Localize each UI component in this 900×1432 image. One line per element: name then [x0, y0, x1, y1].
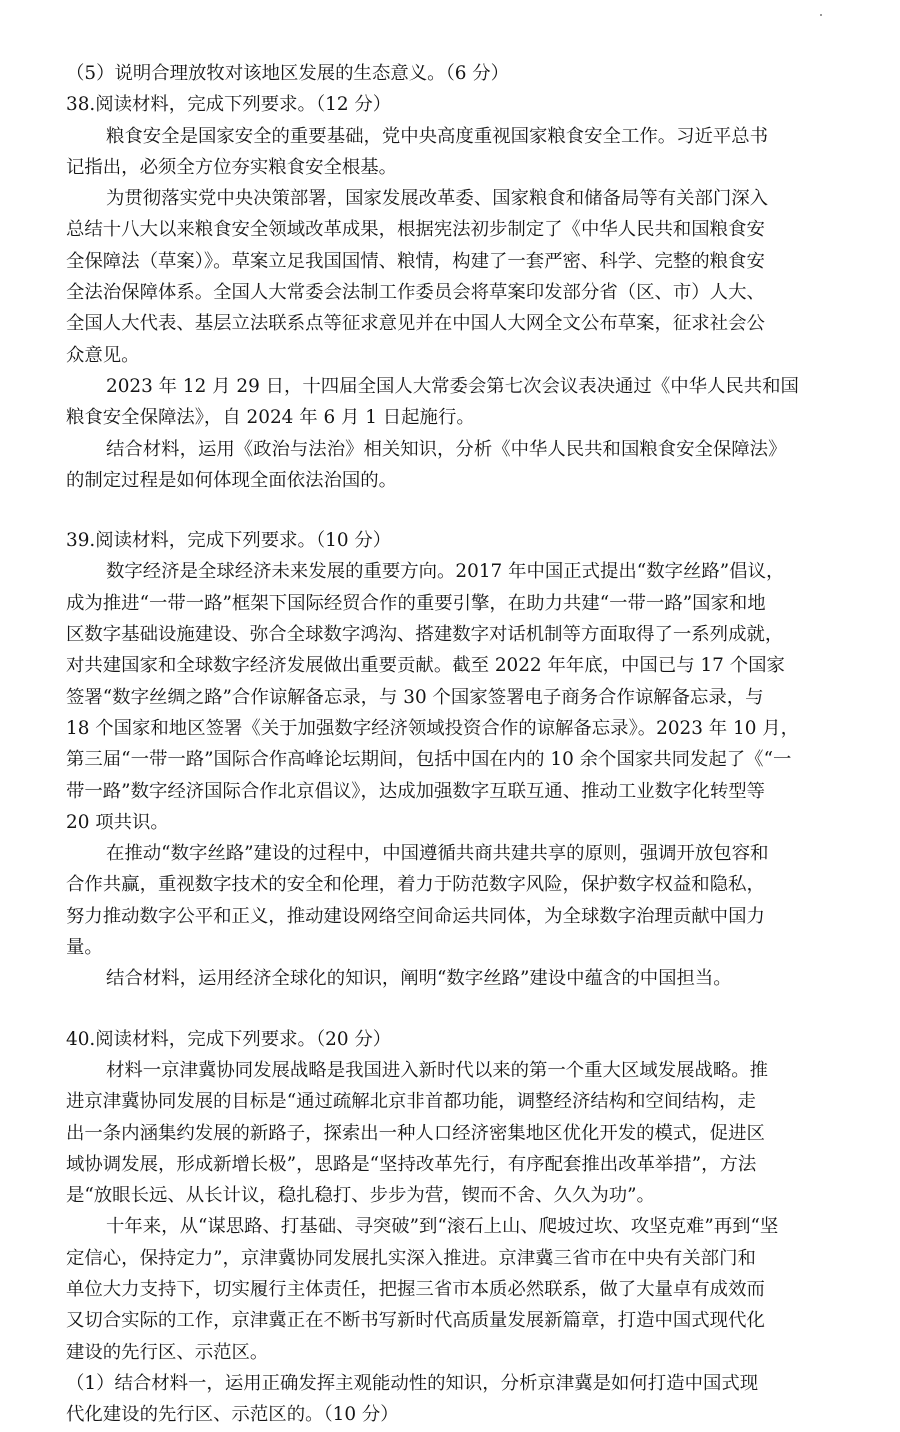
- q39-line: 量。: [66, 937, 103, 959]
- q38-line: 2023 年 12 月 29 日，十四届全国人大常委会第七次会议表决通过《中华人民共和国: [106, 375, 799, 397]
- q39-line: 对共建国家和全球数字经济发展做出重要贡献。截至 2022 年年底，中国已与 17 个国家: [66, 655, 785, 677]
- q40-heading: 40.阅读材料，完成下列要求。（20 分）: [66, 1028, 392, 1050]
- q40-line: 建设的先行区、示范区。: [66, 1341, 269, 1363]
- q38-line: 为贯彻落实党中央决策部署，国家发展改革委、国家粮食和储备局等有关部门深入: [106, 188, 769, 210]
- q38-line: 粮食安全保障法》，自 2024 年 6 月 1 日起施行。: [66, 407, 475, 429]
- q39-line: 在推动“数字丝路”建设的过程中，中国遵循共商共建共享的原则，强调开放包容和: [106, 843, 769, 865]
- q39-heading: 39.阅读材料，完成下列要求。（10 分）: [66, 530, 392, 552]
- q40-line: 又切合实际的工作，京津冀正在不断书写新时代高质量发展新篇章，打造中国式现代化: [66, 1310, 765, 1332]
- q39-question: 结合材料，运用经济全球化的知识，阐明“数字丝路”建设中蕴含的中国担当。: [106, 968, 732, 990]
- q40-line: 十年来，从“谋思路、打基础、寻突破”到“滚石上山、爬坡过坎、攻坚克难”再到“坚: [106, 1216, 779, 1238]
- q38-question: 结合材料，运用《政治与法治》相关知识，分析《中华人民共和国粮食安全保障法》: [106, 438, 787, 460]
- q39-line: 第三届“一带一路”国际合作高峰论坛期间，包括中国在内的 10 余个国家共同发起了《“一: [66, 749, 792, 771]
- q40-line: 定信心，保持定力”，京津冀协同发展扎实深入推进。京津冀三省市在中央有关部门和: [66, 1247, 756, 1269]
- q40-question: 代化建设的先行区、示范区的。（10 分）: [66, 1404, 399, 1426]
- section-gap: [66, 496, 848, 525]
- q40-line: 单位大力支持下，切实履行主体责任，把握三省市本质必然联系，做了大量卓有成效而: [66, 1278, 765, 1300]
- q38-line: 总结十八大以来粮食安全领域改革成果，根据宪法初步制定了《中华人民共和国粮食安: [66, 219, 765, 241]
- q38-line: 粮食安全是国家安全的重要基础，党中央高度重视国家粮食安全工作。习近平总书: [106, 125, 769, 147]
- q39-line: 数字经济是全球经济未来发展的重要方向。2017 年中国正式提出“数字丝路”倡议，: [106, 561, 785, 583]
- q39-line: 20 项共识。: [66, 811, 169, 833]
- section-gap: [66, 995, 848, 1024]
- q40-line: 材料一京津冀协同发展战略是我国进入新时代以来的第一个重大区域发展战略。推: [106, 1059, 769, 1081]
- q39-line: 努力推动数字公平和正义，推动建设网络空间命运共同体，为全球数字治理贡献中国力: [66, 905, 765, 927]
- q38-line: 全保障法（草案）》。草案立足我国国情、粮情，构建了一套严密、科学、完整的粮食安: [66, 250, 765, 272]
- q38-line: 众意见。: [66, 344, 140, 366]
- q39-line: 带一路”数字经济国际合作北京倡议》，达成加强数字互联互通、推动工业数字化转型等: [66, 780, 766, 802]
- q40-line: 域协调发展，形成新增长极”，思路是“坚持改革先行，有序配套推出改革举措”，方法: [66, 1153, 757, 1175]
- q38-question: 的制定过程是如何体现全面依法治国的。: [66, 469, 398, 491]
- q39-line: 合作共赢，重视数字技术的安全和伦理，着力于防范数字风险，保护数字权益和隐私，: [66, 874, 765, 896]
- q39-line: 区数字基础设施建设、弥合全球数字鸿沟、搭建数字对话机制等方面取得了一系列成就，: [66, 624, 784, 646]
- q38-line: 全国人大代表、基层立法联系点等征求意见并在中国人大网全文公布草案，征求社会公: [66, 313, 765, 335]
- q39-line: 18 个国家和地区签署《关于加强数字经济领域投资合作的谅解备忘录》。2023 年 10 月，: [66, 717, 800, 739]
- q39-line: 成为推进“一带一路”框架下国际经贸合作的重要引擎，在助力共建“一带一路”国家和地: [66, 592, 766, 614]
- q40-question: （1）结合材料一，运用正确发挥主观能动性的知识，分析京津冀是如何打造中国式现: [66, 1372, 759, 1394]
- q40-line: 进京津冀协同发展的目标是“通过疏解北京非首都功能，调整经济结构和空间结构，走: [66, 1091, 756, 1113]
- q40-line: 出一条内涵集约发展的新路子，探索出一种人口经济密集地区优化开发的模式，促进区: [66, 1122, 765, 1144]
- q38-heading: 38.阅读材料，完成下列要求。（12 分）: [66, 94, 392, 116]
- q37-part5: （5）说明合理放牧对该地区发展的生态意义。（6 分）: [66, 63, 510, 84]
- q38-line: 记指出，必须全方位夯实粮食安全根基。: [66, 156, 398, 178]
- q39-line: 签署“数字丝绸之路”合作谅解备忘录，与 30 个国家签署电子商务合作谅解备忘录，与: [66, 686, 764, 708]
- q40-line: 是“放眼长远、从长计议，稳扎稳打、步步为营，锲而不舍、久久为功”。: [66, 1185, 655, 1207]
- q38-line: 全法治保障体系。全国人大常委会法制工作委员会将草案印发部分省（区、市）人大、: [66, 282, 765, 304]
